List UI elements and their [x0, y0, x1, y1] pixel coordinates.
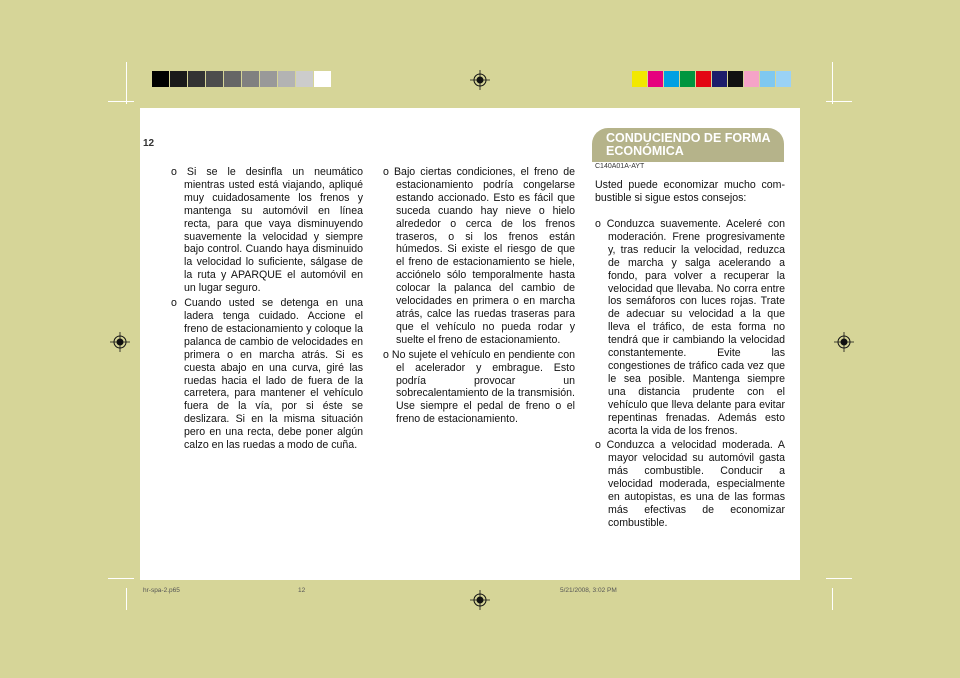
section-title: CONDUCIENDO DE FORMA ECONÓMICA — [606, 131, 771, 158]
registration-mark-icon — [470, 70, 490, 90]
color-swatch — [696, 71, 711, 87]
color-swatch — [296, 71, 313, 87]
section-code: C140A01A-AYT — [595, 163, 645, 170]
color-swatch — [278, 71, 295, 87]
color-swatch — [224, 71, 241, 87]
color-swatch — [206, 71, 223, 87]
color-swatch — [760, 71, 775, 87]
color-swatch — [260, 71, 277, 87]
footer-date: 5/21/2008, 3:02 PM — [560, 587, 617, 594]
color-swatch — [188, 71, 205, 87]
bullet-paragraph: o Conduzca suavemente. Aceleré con moderación. Frene progresivamente y, tras reducir la velocidad, reduzca de marcha y salga acelerando a fondo, para volver a recuperar la velocidad que llevaba. No corra entre los semáforos con luces rojas. Trate de adecuar su velocidad a la que lleva el tráfico, de esta forma no tendrá que ir cambiando la velocidad constantemente. Evite las congestiones de tráfico cada vez que le sea posible. Mantenga siempre una distancia prudente con el vehículo que lleva delante para evitar repentinas frenadas. Además esto acorta la vida de los frenos. — [595, 218, 785, 437]
bullet-paragraph: o No sujete el vehículo en pendiente con el acelerador y embrague. Esto podría provocar un sobrecalentamiento de la transmisión. Use siempre el pedal de freno o el freno de estacionamiento. — [383, 348, 575, 426]
footer-file-name: hr-spa-2.p65 — [143, 587, 180, 594]
chapter-title: CONDUCIENDO SU HYUNDAI — [169, 117, 286, 126]
registration-mark-icon — [834, 332, 854, 352]
bullet-paragraph: o Cuando usted se detenga en una ladera tenga cuidado. Accione el freno de estacionamiento y coloque la palanca de cambio de velocidades en primera o en marcha atrás. Si es cuesta abajo en una curva, giré las ruedas hacia el lado de fuera de la carretera, para mantener el vehículo fuera de la vía, por si éste se deslizara. Si en la misma situación pero en una recta, debe poner algún calzo en las ruedas a modo de cuña. — [171, 297, 363, 452]
color-swatch — [744, 71, 759, 87]
color-swatch — [152, 71, 169, 87]
registration-mark-icon — [110, 332, 130, 352]
color-swatch — [664, 71, 679, 87]
color-swatch — [712, 71, 727, 87]
footer-page-number: 12 — [298, 587, 306, 594]
color-swatch — [170, 71, 187, 87]
color-swatch — [680, 71, 695, 87]
text-column-2 — [383, 166, 575, 428]
text-column-1 — [171, 166, 363, 454]
color-swatch — [776, 71, 791, 87]
page-number: 12 — [143, 138, 155, 149]
bullet-paragraph: o Conduzca a velocidad moderada. A mayor velocidad su automóvil gasta más combustible. Conducir a velocidad moderada, especialmente en autopistas, es una de las formas más efectivas de economizar combustible. — [595, 439, 785, 529]
registration-mark-icon — [470, 590, 490, 610]
color-swatch — [242, 71, 259, 87]
color-swatch — [728, 71, 743, 87]
chapter-number: 2 — [154, 111, 163, 128]
bullet-paragraph: o Bajo ciertas condiciones, el freno de estacionamiento podría congelarse estando accionado. Esto es fácil que suceda cuando hay nieve o hielo alrededor o cerca de los frenos traseros, o si los frenos están húmedos. Si existe el riesgo de que el freno de estacionamiento se hiele, acciónelo sólo temporalmente hasta colocar la palanca del cambio de velocidades en primera o en marcha atrás, calce las ruedas traseras para que el vehículo no pueda rodar y suelte el freno de estacionamiento. — [383, 166, 575, 346]
text-column-3 — [595, 218, 785, 532]
bullet-paragraph: o Si se le desinfla un neumático mientras usted está viajando, apliqué muy cuidadosamente los frenos y mantenga su automóvil en línea recta, para que vaya disminuyendo suavemente la velocidad y siempre bajo control. Cuando haya disminuido la velocidad lo suficiente, sálgase de la ruta y APARQUE el automóvil en un lugar seguro. — [171, 166, 363, 295]
section-intro: Usted puede economizar mucho com-bustible si sigue estos consejos: — [595, 179, 785, 204]
color-swatch — [648, 71, 663, 87]
color-swatch — [632, 71, 647, 87]
color-swatch — [314, 71, 331, 87]
